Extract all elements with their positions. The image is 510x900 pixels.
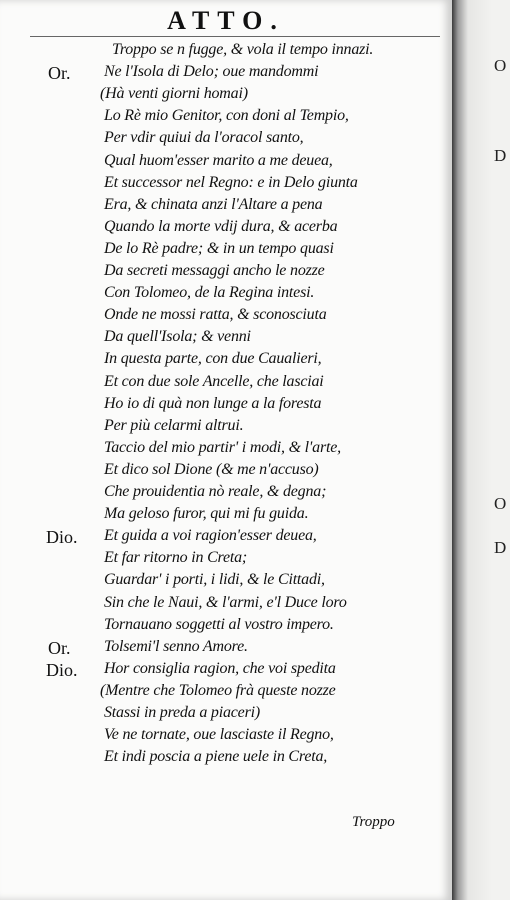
verse-text: Ne l'Isola di Delo; oue mandommi: [104, 63, 319, 81]
verse-line: [0, 416, 452, 439]
verse-text: (Hà venti giorni homai): [100, 85, 248, 103]
verse-text: Era, & chinata anzi l'Altare a pena: [104, 195, 323, 213]
verse-text: Onde ne mossi ratta, & sconosciuta: [104, 306, 327, 324]
verse-line: [0, 747, 452, 770]
verse-line: [0, 482, 452, 505]
verse-line: [0, 725, 452, 748]
speaker-name: Dio.: [46, 527, 78, 548]
verse-line: [0, 173, 452, 196]
verse-text: Qual huom'esser marito a me deuea,: [104, 151, 333, 169]
verse-line: [0, 239, 452, 262]
verse-text: Tolsemi'l senno Amore.: [104, 637, 248, 655]
verse-text: Et guida a voi ragion'esser deuea,: [104, 527, 317, 545]
verse-text: Et con due sole Ancelle, che lasciai: [104, 372, 324, 390]
speaker-name: Or.: [48, 637, 71, 658]
header-rule: [30, 36, 440, 37]
verse-text: Ho io di quà non lunge a la foresta: [104, 394, 322, 412]
verse-text: Troppo se n fugge, & vola il tempo innazi.: [112, 41, 374, 58]
facing-page-edge: [452, 0, 510, 900]
verse-text: Sin che le Naui, & l'armi, e'l Duce loro: [104, 593, 347, 611]
verse-text: Ve ne tornate, oue lasciaste il Regno,: [104, 726, 334, 744]
verse-line: [0, 593, 452, 616]
verse-line: [0, 703, 452, 726]
verse-line: [0, 84, 452, 107]
verse-text: Et far ritorno in Creta;: [104, 549, 248, 567]
verse-text: Taccio del mio partir' i modi, & l'arte,: [104, 438, 341, 456]
verse-text: Hor consiglia ragion, che voi spedita: [104, 659, 336, 677]
verse-text: Quando la morte vdij dura, & acerba: [104, 217, 338, 235]
verse-text: Con Tolomeo, de la Regina intesi.: [104, 284, 315, 302]
verse-text: Guardar' i porti, i lidi, & le Cittadi,: [104, 571, 325, 589]
verse-line: [0, 106, 452, 129]
speaker-name: Or.: [48, 63, 71, 84]
verse-text: Che prouidentia nò reale, & degna;: [104, 483, 327, 500]
verse-line: [0, 195, 452, 218]
verse-line: [0, 504, 452, 527]
verse-line: [0, 460, 452, 483]
verse-line: [0, 327, 452, 350]
verse-text: Per più celarmi altrui.: [104, 416, 244, 434]
verse-line: [0, 526, 452, 549]
facing-page-letter: D: [494, 146, 507, 165]
verse-text: Per vdir quiui da l'oracol santo,: [104, 129, 304, 147]
verse-line: [0, 438, 452, 461]
facing-page-letter: O: [494, 56, 507, 75]
verse-text: In questa parte, con due Caualieri,: [104, 350, 322, 368]
verse-line: [0, 349, 452, 372]
verse-text: De lo Rè padre; & in un tempo quasi: [104, 239, 334, 257]
verse-text: Ma geloso furor, qui mi fu guida.: [104, 505, 309, 523]
verse-line: [0, 62, 452, 85]
facing-page-letter: O: [494, 494, 507, 513]
verse-line: [0, 217, 452, 240]
verse-line: [0, 394, 452, 417]
verse-text: Et indi poscia a piene uele in Creta,: [104, 748, 328, 766]
verse-text: Lo Rè mio Genitor, con doni al Tempio,: [104, 107, 349, 125]
speaker-name: Dio.: [46, 659, 78, 680]
verse-line: [0, 681, 452, 704]
verse-text: (Mentre che Tolomeo frà queste nozze: [100, 681, 336, 699]
verse-line: [0, 40, 452, 63]
verse-line: [0, 570, 452, 593]
verse-line: [0, 283, 452, 306]
verse-line: [0, 372, 452, 395]
verse-line: [0, 151, 452, 174]
verse-text: Et dico sol Dione (& me n'accuso): [104, 460, 319, 478]
verse-text: Da secreti messaggi ancho le nozze: [104, 262, 325, 279]
verse-text: Tornauano soggetti al vostro impero.: [104, 615, 334, 633]
act-header: ATTO.: [167, 6, 285, 35]
verse-line: [0, 261, 452, 284]
verse-text: Da quell'Isola; & venni: [104, 328, 251, 346]
verse-text: Stassi in preda a piaceri): [104, 704, 260, 721]
facing-page-letter: D: [494, 538, 507, 557]
verse-line: [0, 548, 452, 571]
verse-line: [0, 659, 452, 682]
catchword: Troppo: [352, 814, 395, 830]
verse-line: [0, 615, 452, 638]
verse-text: Et successor nel Regno: e in Delo giunta: [104, 173, 358, 191]
verse-line: [0, 128, 452, 151]
verse-line: [0, 637, 452, 660]
verse-line: [0, 305, 452, 328]
